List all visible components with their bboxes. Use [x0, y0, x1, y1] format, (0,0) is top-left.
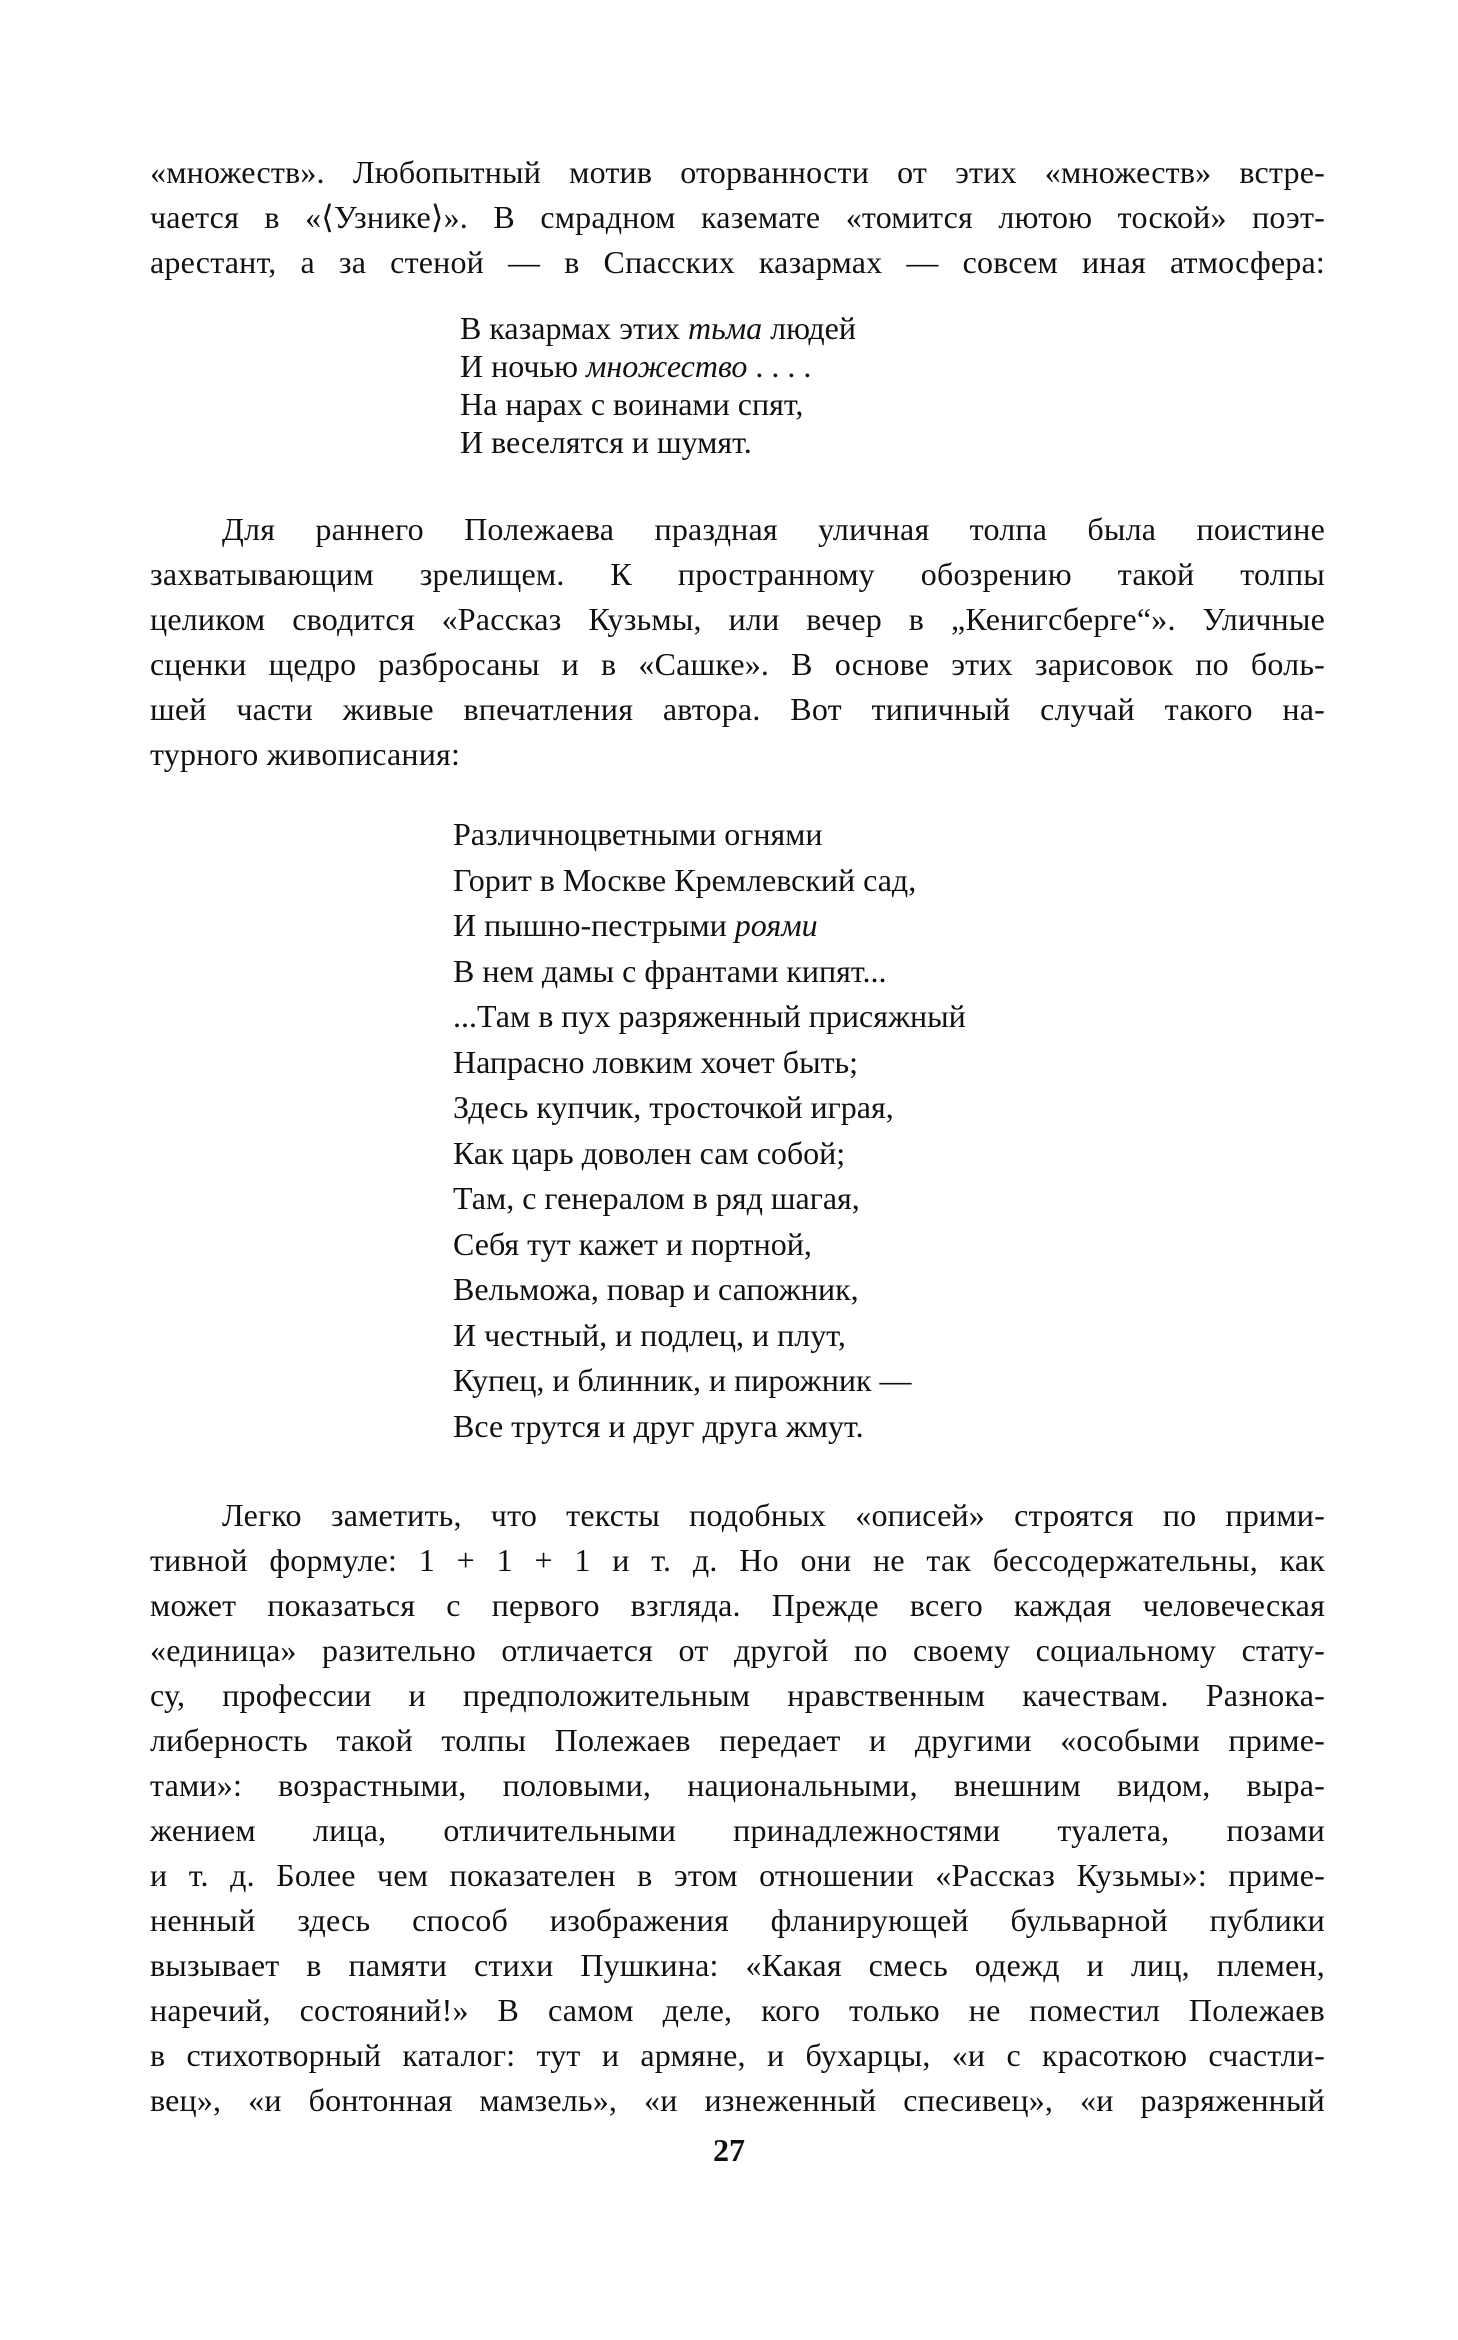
paragraph-line: ненный здесь способ изображения фланирующей бульварной публики	[150, 1902, 1325, 1938]
poem-2	[453, 812, 1325, 1449]
paragraph-line: арестант, а за стеной — в Спасских казармах — совсем иная атмосфера:	[150, 244, 1325, 280]
poem-line: И честный, и подлец, и плут,	[453, 1316, 846, 1353]
poem-line: Вельможа, повар и сапожник,	[453, 1271, 859, 1307]
paragraph-line: жением лица, отличительными принадлежностями туалета, позами	[150, 1812, 1325, 1848]
paragraph-line: су, профессии и предположительным нравственным качествам. Разнока-	[150, 1677, 1325, 1713]
poem-line: И пышно-пестрыми роями	[453, 907, 818, 943]
page-number: 27	[713, 2132, 745, 2168]
paragraph-line: чается в «⟨Узнике⟩». В смрадном каземате «томится лютою тоской» поэт-	[150, 199, 1325, 235]
paragraph-line: Легко заметить, что тексты подобных «описей» строятся по прими-	[222, 1497, 1325, 1533]
poem-line: Различноцветными огнями	[453, 816, 823, 852]
paragraph-line: может показаться с первого взгляда. Прежде всего каждая человеческая	[150, 1587, 1325, 1623]
paragraph-line: Для раннего Полежаева праздная уличная толпа была поистине	[222, 511, 1325, 547]
poem-line: Напрасно ловким хочет быть;	[453, 1043, 859, 1080]
paragraph-line: наречий, состояний!» В самом деле, кого только не поместил Полежаев	[150, 1992, 1325, 2028]
paragraph-line: «множеств». Любопытный мотив оторванности от этих «множеств» встре-	[150, 154, 1325, 190]
paragraph-line: захватывающим зрелищем. К пространному обозрению такой толпы	[150, 556, 1325, 592]
paragraph-2	[150, 507, 1325, 777]
poem-line: И ночью множество . . . .	[460, 348, 812, 384]
paragraph-line: и т. д. Более чем показателен в этом отношении «Рассказ Кузьмы»: приме-	[150, 1857, 1325, 1893]
italic-word: множество	[586, 348, 748, 384]
paragraph-line: тами»: возрастными, половыми, национальными, внешним видом, выра-	[150, 1767, 1325, 1803]
paragraph-line: либерность такой толпы Полежаев передает и другими «особыми приме-	[150, 1722, 1325, 1758]
paragraph-line: «единица» разительно отличается от другой по своему социальному стату-	[150, 1632, 1325, 1668]
poem-line: Все трутся и друг друга жмут.	[453, 1407, 864, 1444]
paragraph-line: тивной формуле: 1 + 1 + 1 и т. д. Но они не так бессодержательны, как	[150, 1542, 1325, 1578]
poem-line: На нарах с воинами спят,	[460, 386, 804, 422]
paragraph-line: вец», «и бонтонная мамзель», «и изнеженный спесивец», «и разряженный	[150, 2082, 1325, 2118]
italic-word: тьма	[688, 310, 763, 346]
paragraph-line: турного живописания:	[150, 736, 461, 772]
paragraph-line: целиком сводится «Рассказ Кузьмы, или вечер в „Кенигсберге“». Уличные	[150, 601, 1325, 637]
poem-line: Как царь доволен сам собой;	[453, 1134, 846, 1171]
page-body	[150, 150, 1325, 2123]
poem-line: В нем дамы с франтами кипят...	[453, 952, 887, 989]
poem-line: Купец, и блинник, и пирожник —	[453, 1362, 912, 1398]
paragraph-line: шей части живые впечатления автора. Вот типичный случай такого на-	[150, 691, 1325, 727]
poem-line: Горит в Москве Кремлевский сад,	[453, 861, 917, 898]
poem-line: И веселятся и шумят.	[460, 424, 752, 460]
paragraph-1	[150, 150, 1325, 285]
italic-word: роями	[734, 907, 818, 943]
poem-line: Здесь купчик, тросточкой играя,	[453, 1089, 894, 1125]
poem-line: В казармах этих тьма людей	[460, 310, 856, 346]
poem-line: ...Там в пух разряженный присяжный	[453, 998, 966, 1034]
poem-line: Там, с генералом в ряд шагая,	[453, 1180, 860, 1216]
paragraph-line: вызывает в памяти стихи Пушкина: «Какая смесь одежд и лиц, племен,	[150, 1947, 1325, 1983]
poem-1	[460, 309, 1325, 461]
paragraph-line: в стихотворный каталог: тут и армяне, и бухарцы, «и с красоткою счастли-	[150, 2037, 1325, 2073]
poem-line: Себя тут кажет и портной,	[453, 1225, 812, 1262]
paragraph-3	[150, 1493, 1325, 2123]
paragraph-line: сценки щедро разбросаны и в «Сашке». В основе этих зарисовок по боль-	[150, 646, 1325, 682]
